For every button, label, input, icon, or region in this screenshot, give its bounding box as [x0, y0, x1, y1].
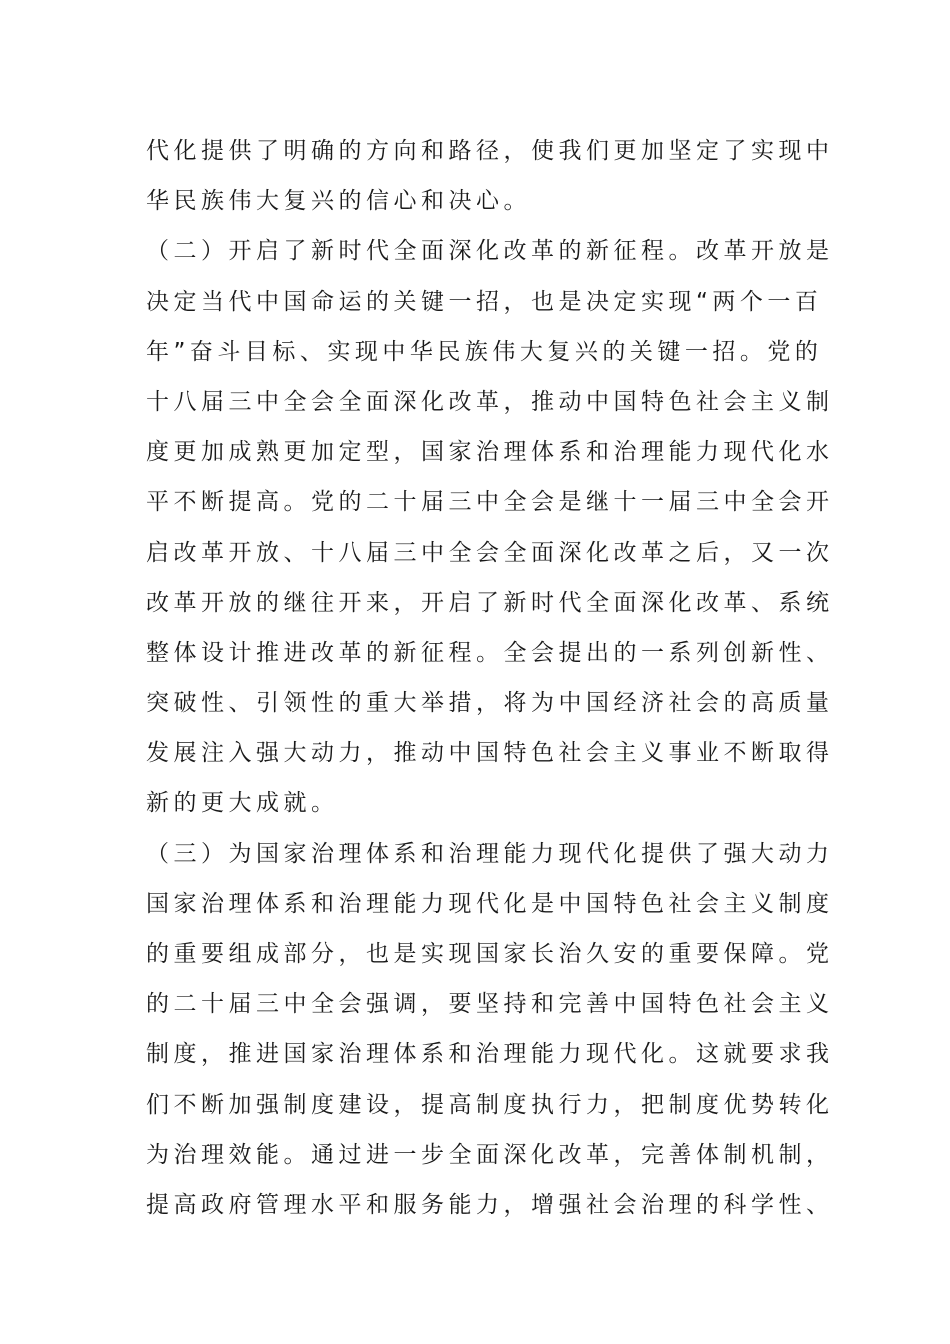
text-line: 启改革开放、十八届三中全会全面深化改革之后，又一次	[146, 539, 834, 566]
text-line: 提高政府管理水平和服务能力，增强社会治理的科学性、	[146, 1191, 834, 1218]
text-line: 华民族伟大复兴的信心和决心。	[146, 188, 531, 215]
section-heading-line: （二）开启了新时代全面深化改革的新征程。改革开放是	[146, 238, 834, 265]
text-line: 整体设计推进改革的新征程。全会提出的一系列创新性、	[146, 639, 834, 666]
text-line: 的重要组成部分，也是实现国家长治久安的重要保障。党	[146, 941, 834, 967]
text-line: 发展注入强大动力，推动中国特色社会主义事业不断取得	[146, 740, 834, 767]
text-line: 年”奋斗目标、实现中华民族伟大复兴的关键一招。党的	[146, 338, 823, 365]
text-line: 国家治理体系和治理能力现代化是中国特色社会主义制度	[146, 890, 834, 917]
body-text	[146, 126, 834, 1230]
text-line: 十八届三中全会全面深化改革，推动中国特色社会主义制	[146, 388, 834, 415]
text-line: 制度，推进国家治理体系和治理能力现代化。这就要求我	[146, 1041, 834, 1068]
text-line: 平不断提高。党的二十届三中全会是继十一届三中全会开	[146, 489, 834, 516]
text-line: 改革开放的继往开来，开启了新时代全面深化改革、系统	[146, 589, 834, 616]
text-line: 为治理效能。通过进一步全面深化改革，完善体制机制，	[146, 1141, 834, 1168]
text-line: 们不断加强制度建设，提高制度执行力，把制度优势转化	[146, 1091, 834, 1118]
section-heading-line: （三）为国家治理体系和治理能力现代化提供了强大动力	[146, 840, 834, 867]
text-line: 代化提供了明确的方向和路径，使我们更加坚定了实现中	[146, 138, 834, 164]
text-line: 的二十届三中全会强调，要坚持和完善中国特色社会主义	[146, 991, 834, 1018]
text-line: 度更加成熟更加定型，国家治理体系和治理能力现代化水	[146, 439, 834, 466]
text-line: 决定当代中国命运的关键一招，也是决定实现“两个一百	[146, 288, 823, 315]
text-line: 突破性、引领性的重大举措，将为中国经济社会的高质量	[146, 690, 834, 717]
text-line: 新的更大成就。	[146, 790, 339, 817]
